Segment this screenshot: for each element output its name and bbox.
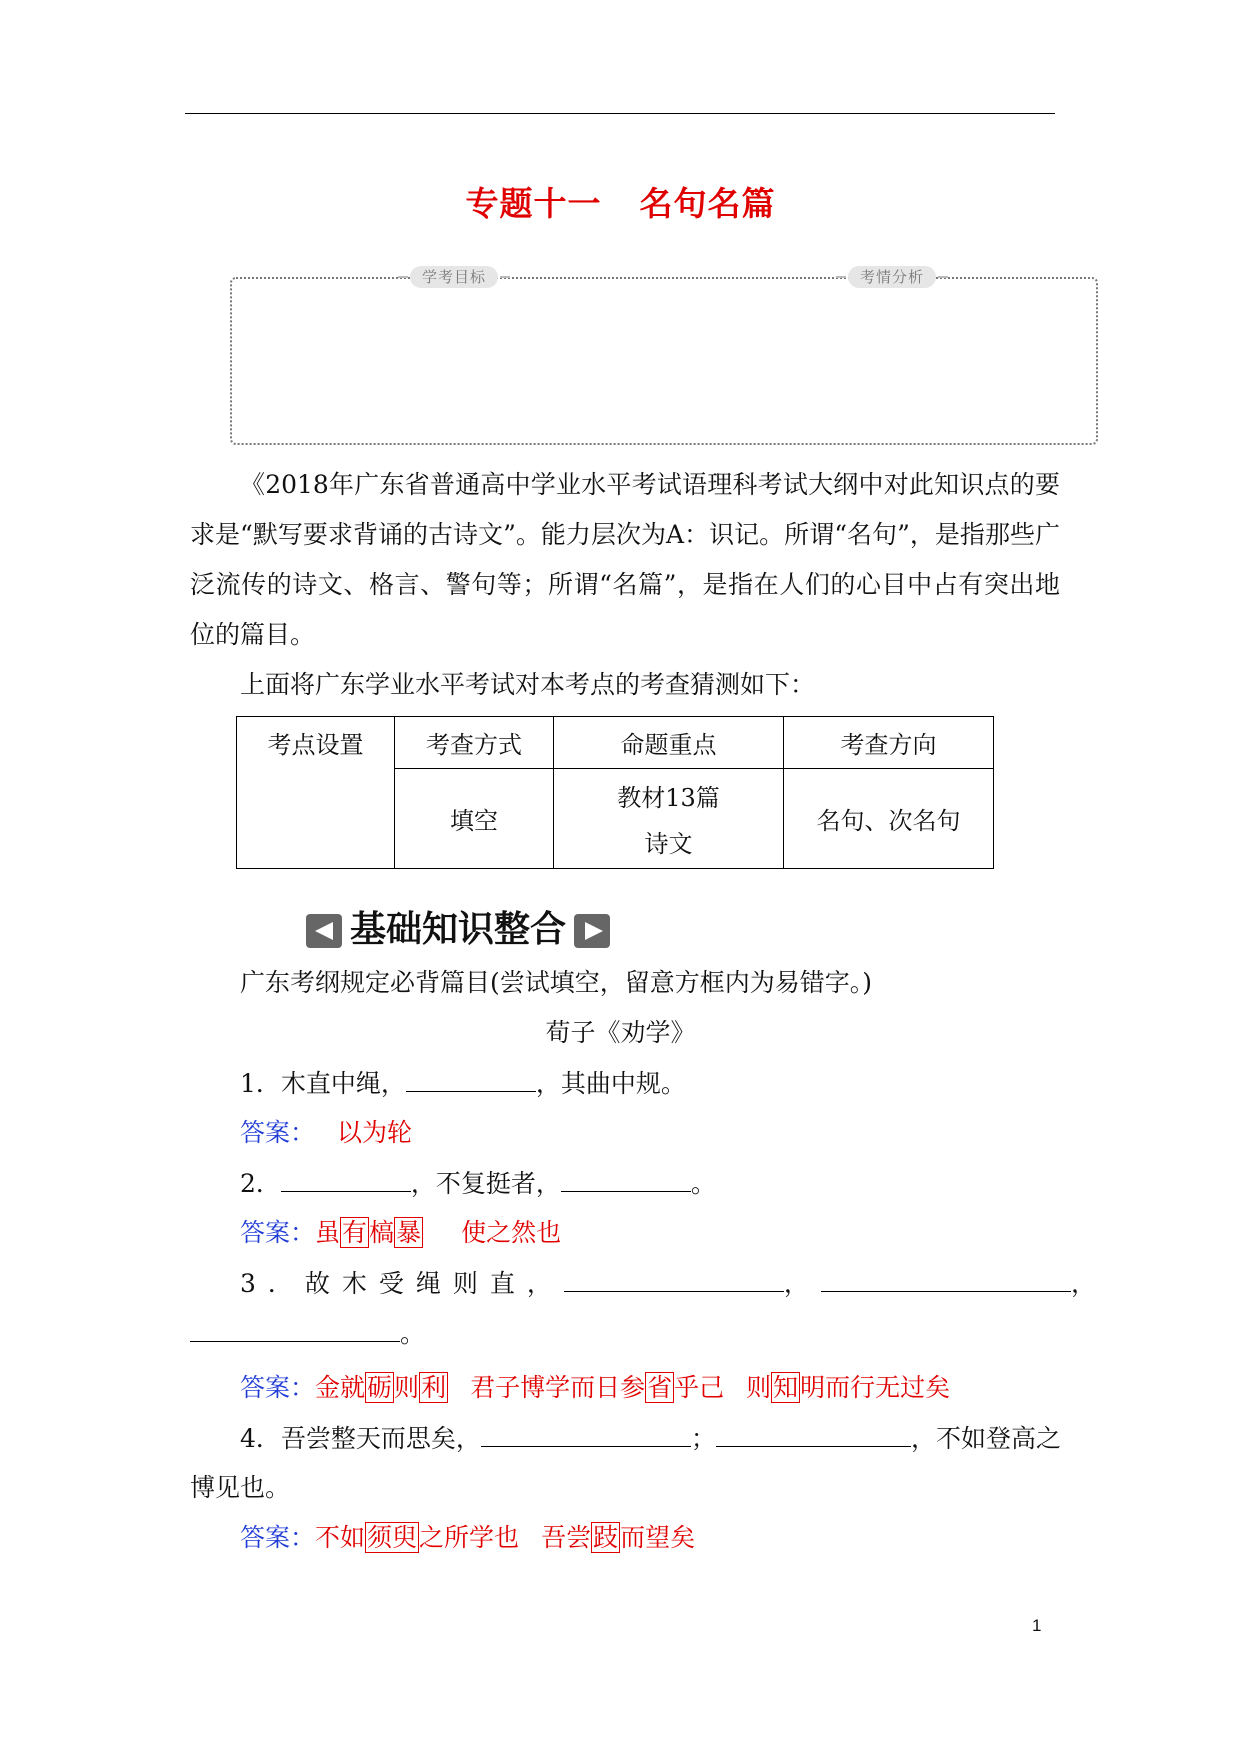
q-number: 4． bbox=[240, 1424, 281, 1453]
tag-learning-goals: 学考目标 bbox=[410, 266, 498, 288]
q-text: ， bbox=[783, 1269, 821, 1298]
error-prone-char: 暴 bbox=[396, 1218, 422, 1247]
answer-text: 以为轮 bbox=[337, 1118, 413, 1147]
question-3-cont bbox=[190, 1315, 425, 1352]
table-header-cell: 考查方向 bbox=[784, 717, 994, 769]
error-prone-char: 砺 bbox=[367, 1373, 393, 1402]
question-4 bbox=[240, 1420, 1061, 1457]
answer-label: 答案： bbox=[240, 1373, 316, 1402]
fill-blank[interactable] bbox=[406, 1065, 536, 1092]
right-arrow-icon bbox=[574, 914, 610, 948]
page-number: 1 bbox=[1032, 1616, 1042, 1635]
answer-text: 乎己 bbox=[674, 1373, 725, 1402]
answer-text: 君子博学而日参 bbox=[470, 1373, 646, 1402]
title-part1: 专题十一 bbox=[465, 184, 602, 223]
answer-text: 不如 bbox=[315, 1523, 366, 1552]
fill-blank[interactable] bbox=[190, 1315, 400, 1342]
error-prone-char: 省 bbox=[647, 1373, 673, 1402]
answer-1 bbox=[240, 1115, 412, 1151]
fill-blank[interactable] bbox=[564, 1265, 784, 1292]
focus-line1: 教材13篇 bbox=[617, 783, 720, 812]
q-text: 木直中绳， bbox=[280, 1069, 406, 1098]
table-intro: 上面将广东学业水平考试对本考点的考查猜测如下： bbox=[240, 670, 816, 699]
answer-text: 而望矣 bbox=[620, 1523, 696, 1552]
answer-4 bbox=[240, 1520, 695, 1556]
table-header-cell: 命题重点 bbox=[554, 717, 784, 769]
q-text: 故木受绳则直， bbox=[304, 1269, 564, 1298]
table-cell-method: 填空 bbox=[395, 769, 554, 869]
tag-exam-analysis: 考情分析 bbox=[848, 266, 936, 288]
title-part2: 名句名篇 bbox=[639, 184, 776, 223]
q-text: ，其曲中规。 bbox=[535, 1069, 686, 1098]
question-1 bbox=[240, 1065, 686, 1102]
error-prone-char: 有 bbox=[342, 1218, 368, 1247]
q-text: 吾尝整天而思矣， bbox=[280, 1424, 481, 1453]
q-number: 3． bbox=[240, 1269, 305, 1298]
error-prone-char: 利 bbox=[421, 1373, 447, 1402]
answer-label: 答案： bbox=[240, 1118, 316, 1147]
intro-paragraph: 《2018年广东省普通高中学业水平考试语理科考试大纲中对此知识点的要求是“默写要求背诵的古诗文”。能力层次为A：识记。所谓“名句”，是指那些广泛流传的诗文、格言、警句等；所谓“名篇”，是指在人们的心目中占有突出地位的篇目。 bbox=[190, 470, 1060, 649]
work-title: 荀子《劝学》 bbox=[545, 1018, 696, 1047]
q-text: 。 bbox=[400, 1319, 426, 1348]
table-header-row bbox=[237, 717, 994, 769]
answer-text: 之所学也 bbox=[419, 1523, 520, 1552]
section-heading bbox=[298, 907, 618, 953]
fill-blank[interactable] bbox=[716, 1420, 911, 1447]
fill-blank[interactable] bbox=[281, 1165, 411, 1192]
answer-3 bbox=[240, 1370, 950, 1406]
table-cell-direction: 名句、次名句 bbox=[784, 769, 994, 869]
fill-blank[interactable] bbox=[821, 1265, 1071, 1292]
error-prone-char: 跂 bbox=[593, 1523, 619, 1552]
q-text: ， bbox=[1070, 1269, 1108, 1298]
exam-table bbox=[236, 716, 994, 869]
question-2 bbox=[240, 1165, 716, 1202]
table-header-cell: 考查方式 bbox=[395, 717, 554, 769]
question-3 bbox=[240, 1265, 1108, 1302]
fill-blank[interactable] bbox=[481, 1420, 691, 1447]
q-text: ，不复挺者， bbox=[410, 1169, 561, 1198]
error-prone-char: 须臾 bbox=[367, 1523, 418, 1552]
section-heading-text: 基础知识整合 bbox=[350, 909, 567, 950]
q-text: ，不如登高之 bbox=[910, 1424, 1061, 1453]
goals-box bbox=[230, 277, 1098, 445]
header-rule bbox=[185, 113, 1055, 114]
error-prone-char: 知 bbox=[773, 1373, 799, 1402]
q-number: 1． bbox=[240, 1069, 281, 1098]
answer-text: 槁 bbox=[369, 1218, 395, 1247]
answer-text: 虽 bbox=[315, 1218, 341, 1247]
left-arrow-icon bbox=[306, 914, 342, 948]
focus-line2: 诗文 bbox=[644, 829, 693, 858]
instruction: 广东考纲规定必背篇目(尝试填空，留意方框内为易错字。) bbox=[240, 968, 873, 997]
q-text: ； bbox=[690, 1424, 716, 1453]
answer-text: 则 bbox=[746, 1373, 772, 1402]
q-number: 2． bbox=[240, 1169, 281, 1198]
table-cell-focus bbox=[554, 769, 784, 869]
answer-text: 明而行无过矣 bbox=[800, 1373, 951, 1402]
table-header-cell: 考点设置 bbox=[237, 717, 395, 869]
answer-label: 答案： bbox=[240, 1523, 316, 1552]
answer-text: 则 bbox=[394, 1373, 420, 1402]
q-text: 。 bbox=[690, 1169, 716, 1198]
answer-text: 吾尝 bbox=[541, 1523, 592, 1552]
answer-label: 答案： bbox=[240, 1218, 316, 1247]
answer-2 bbox=[240, 1215, 561, 1251]
fill-blank[interactable] bbox=[561, 1165, 691, 1192]
answer-text: 使之然也 bbox=[461, 1218, 562, 1247]
answer-text: 金就 bbox=[315, 1373, 366, 1402]
page-title bbox=[0, 178, 1241, 225]
question-4-cont: 博见也。 bbox=[190, 1473, 291, 1502]
